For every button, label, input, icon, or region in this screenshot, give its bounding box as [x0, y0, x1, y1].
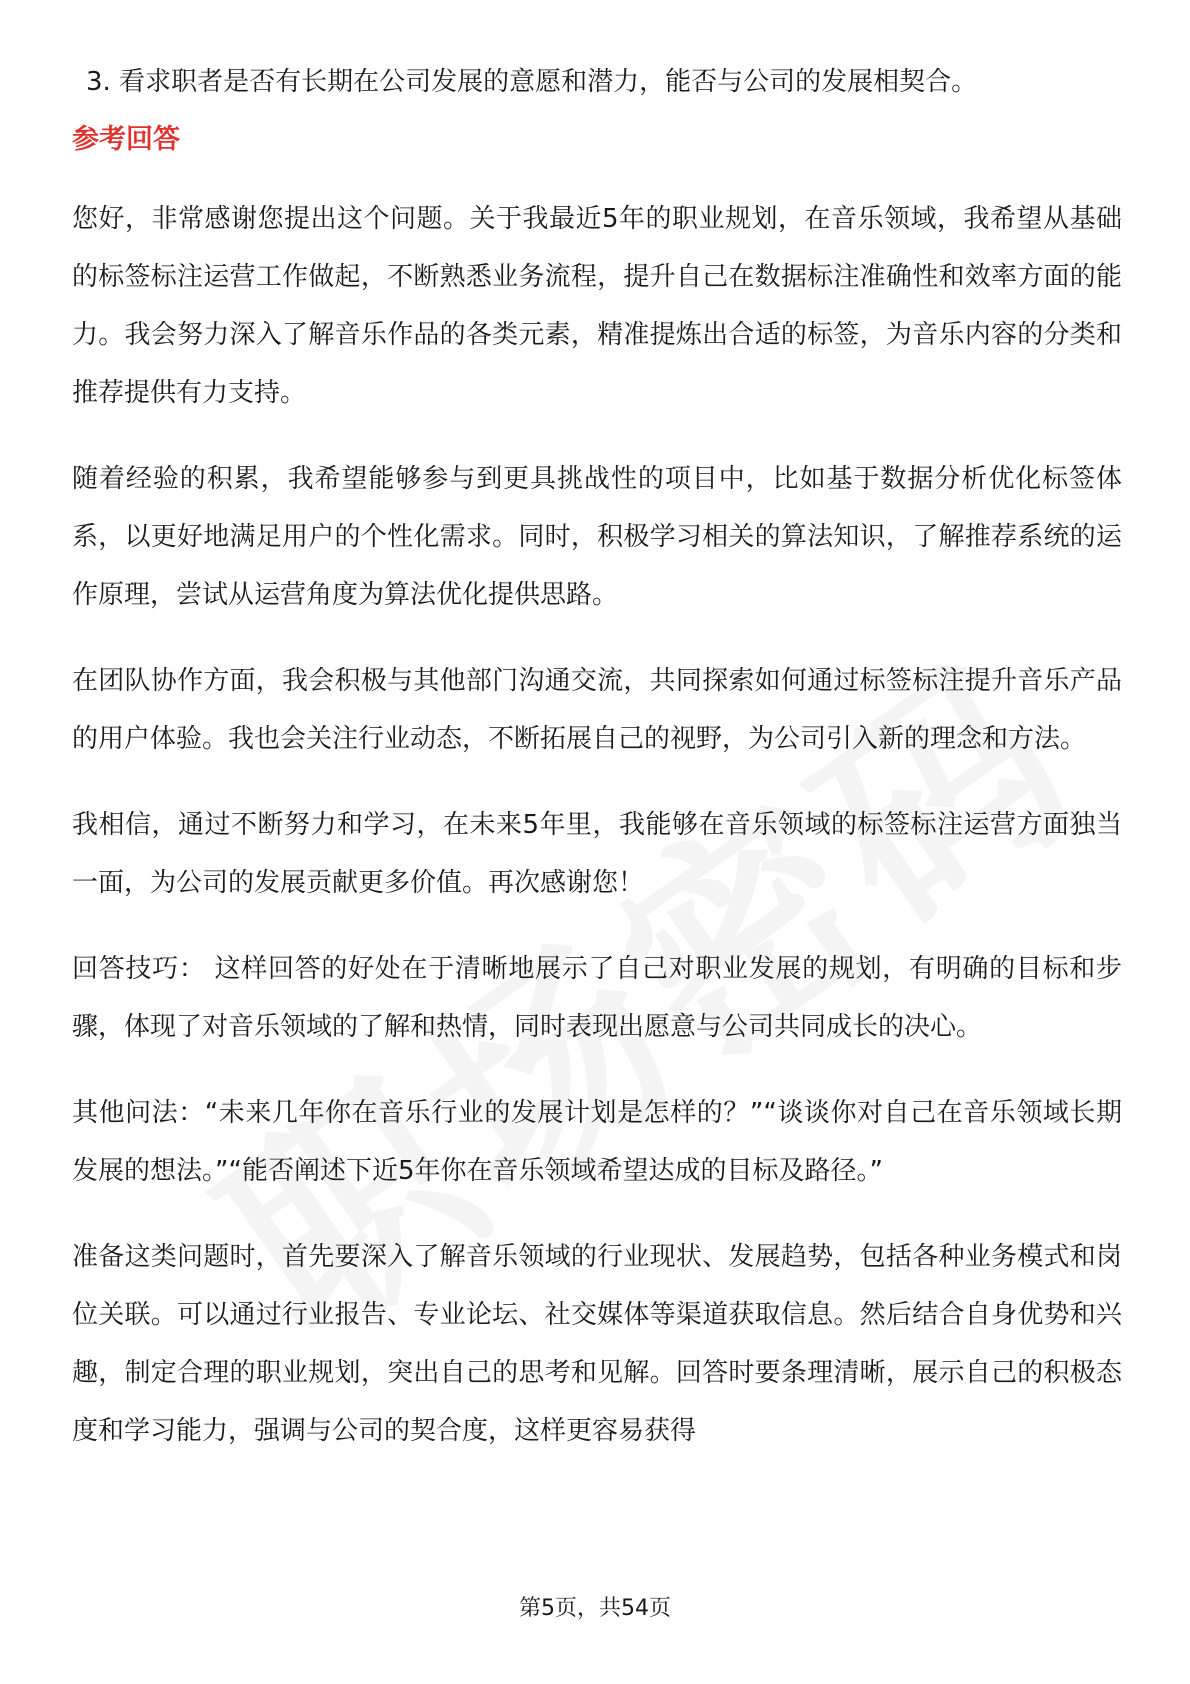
paragraph-4: 我相信，通过不断努力和学习，在未来5年里，我能够在音乐领域的标签标注运营方面独当一面，为公司的发展贡献更多价值。再次感谢您！ [72, 810, 1122, 898]
list-item-3: 3. 看求职者是否有长期在公司发展的意愿和潜力，能否与公司的发展相契合。 [86, 67, 978, 97]
section-title: 参考回答 [72, 124, 180, 155]
paragraph-answer-tips: 回答技巧： 这样回答的好处在于清晰地展示了自己对职业发展的规划，有明确的目标和步骤，体现了对音乐领域的了解和热情，同时表现出愿意与公司共同成长的决心。 [72, 954, 1122, 1042]
paragraph-preparation: 准备这类问题时，首先要深入了解音乐领域的行业现状、发展趋势，包括各种业务模式和岗位关联。可以通过行业报告、专业论坛、社交媒体等渠道获取信息。然后结合自身优势和兴趣，制定合理的职业规划，突出自己的思考和见解。回答时要条理清晰，展示自己的积极态度和学习能力，强调与公司的契合度，这样更容易获得 [72, 1242, 1122, 1446]
paragraph-3: 在团队协作方面，我会积极与其他部门沟通交流，共同探索如何通过标签标注提升音乐产品的用户体验。我也会关注行业动态，不断拓展自己的视野，为公司引入新的理念和方法。 [72, 666, 1122, 754]
paragraph-2: 随着经验的积累，我希望能够参与到更具挑战性的项目中，比如基于数据分析优化标签体系，以更好地满足用户的个性化需求。同时，积极学习相关的算法知识，了解推荐系统的运作原理，尝试从运营角度为算法优化提供思路。 [72, 464, 1122, 610]
paragraph-other-questions: 其他问法：“未来几年你在音乐行业的发展计划是怎样的？”“谈谈你对自己在音乐领域长期发展的想法。”“能否阐述下近5年你在音乐领域希望达成的目标及路径。” [72, 1098, 1122, 1186]
page-number: 第5页，共54页 [519, 1596, 671, 1621]
paragraph-1: 您好，非常感谢您提出这个问题。关于我最近5年的职业规划，在音乐领域，我希望从基础的标签标注运营工作做起，不断熟悉业务流程，提升自己在数据标注准确性和效率方面的能力。我会努力深入了解音乐作品的各类元素，精准提炼出合适的标签，为音乐内容的分类和推荐提供有力支持。 [72, 204, 1122, 408]
page-content [72, 62, 1122, 1488]
